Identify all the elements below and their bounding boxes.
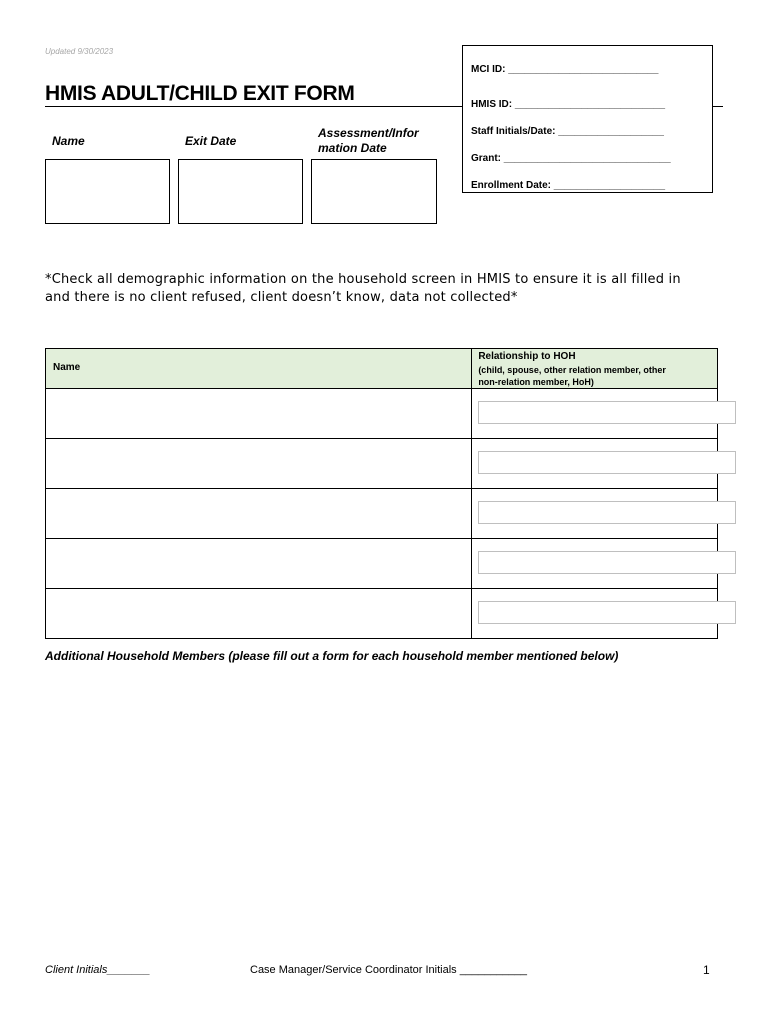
table-header-row <box>46 349 718 389</box>
name-column-label: Name <box>53 362 81 373</box>
exit-date-input-box[interactable] <box>178 159 303 224</box>
assessment-date-label <box>318 126 419 156</box>
relationship-cell <box>472 389 718 439</box>
relationship-cell <box>472 439 718 489</box>
table-row <box>46 489 718 539</box>
relationship-cell <box>472 539 718 589</box>
enrollment-date-field[interactable]: Enrollment Date: ____________________ <box>471 180 666 191</box>
relationship-input[interactable] <box>478 401 736 424</box>
hmis-id-field[interactable]: HMIS ID: ___________________________ <box>471 99 666 110</box>
table-row <box>46 589 718 639</box>
demographic-notice <box>45 271 725 307</box>
page-number: 1 <box>703 963 710 977</box>
staff-initials-date-field[interactable]: Staff Initials/Date: ___________________ <box>471 126 664 137</box>
additional-members-note: Additional Household Members (please fill out a form for each household member mentioned below) <box>45 649 619 663</box>
relationship-column-header <box>472 349 718 389</box>
client-initials-field[interactable]: Client Initials_______ <box>45 964 151 976</box>
id-info-box <box>462 45 713 193</box>
name-input-box[interactable] <box>45 159 170 224</box>
relationship-hint-line2: non-relation member, HoH) <box>478 377 594 387</box>
relationship-column-label: Relationship to HOH <box>478 351 576 362</box>
grant-field[interactable]: Grant: ______________________________ <box>471 153 671 164</box>
notice-line-1: *Check all demographic information on the household screen in HMIS to ensure it is all filled in <box>45 272 681 287</box>
name-column-header <box>46 349 472 389</box>
household-table <box>45 348 718 639</box>
relationship-cell <box>472 589 718 639</box>
relationship-input[interactable] <box>478 601 736 624</box>
household-name-cell[interactable] <box>46 489 472 539</box>
relationship-hint-line1: (child, spouse, other relation member, other <box>478 365 666 375</box>
updated-date: Updated 9/30/2023 <box>45 47 114 56</box>
household-name-cell[interactable] <box>46 439 472 489</box>
household-name-cell[interactable] <box>46 589 472 639</box>
relationship-column-hint <box>472 362 717 388</box>
case-manager-initials-field[interactable]: Case Manager/Service Coordinator Initials ___________ <box>250 964 528 976</box>
notice-line-2: and there is no client refused, client doesn’t know, data not collected* <box>45 290 518 305</box>
household-name-cell[interactable] <box>46 539 472 589</box>
table-row <box>46 439 718 489</box>
name-label: Name <box>52 134 85 148</box>
household-name-cell[interactable] <box>46 389 472 439</box>
relationship-input[interactable] <box>478 501 736 524</box>
assessment-date-label-line2: mation Date <box>318 141 387 155</box>
relationship-input[interactable] <box>478 551 736 574</box>
table-row <box>46 389 718 439</box>
mci-id-field[interactable]: MCI ID: ___________________________ <box>471 64 659 75</box>
exit-date-label: Exit Date <box>185 134 237 148</box>
form-title: HMIS ADULT/CHILD EXIT FORM <box>45 82 355 105</box>
relationship-cell <box>472 489 718 539</box>
table-row <box>46 539 718 589</box>
assessment-date-input-box[interactable] <box>311 159 437 224</box>
relationship-input[interactable] <box>478 451 736 474</box>
assessment-date-label-line1: Assessment/Infor <box>318 126 419 140</box>
